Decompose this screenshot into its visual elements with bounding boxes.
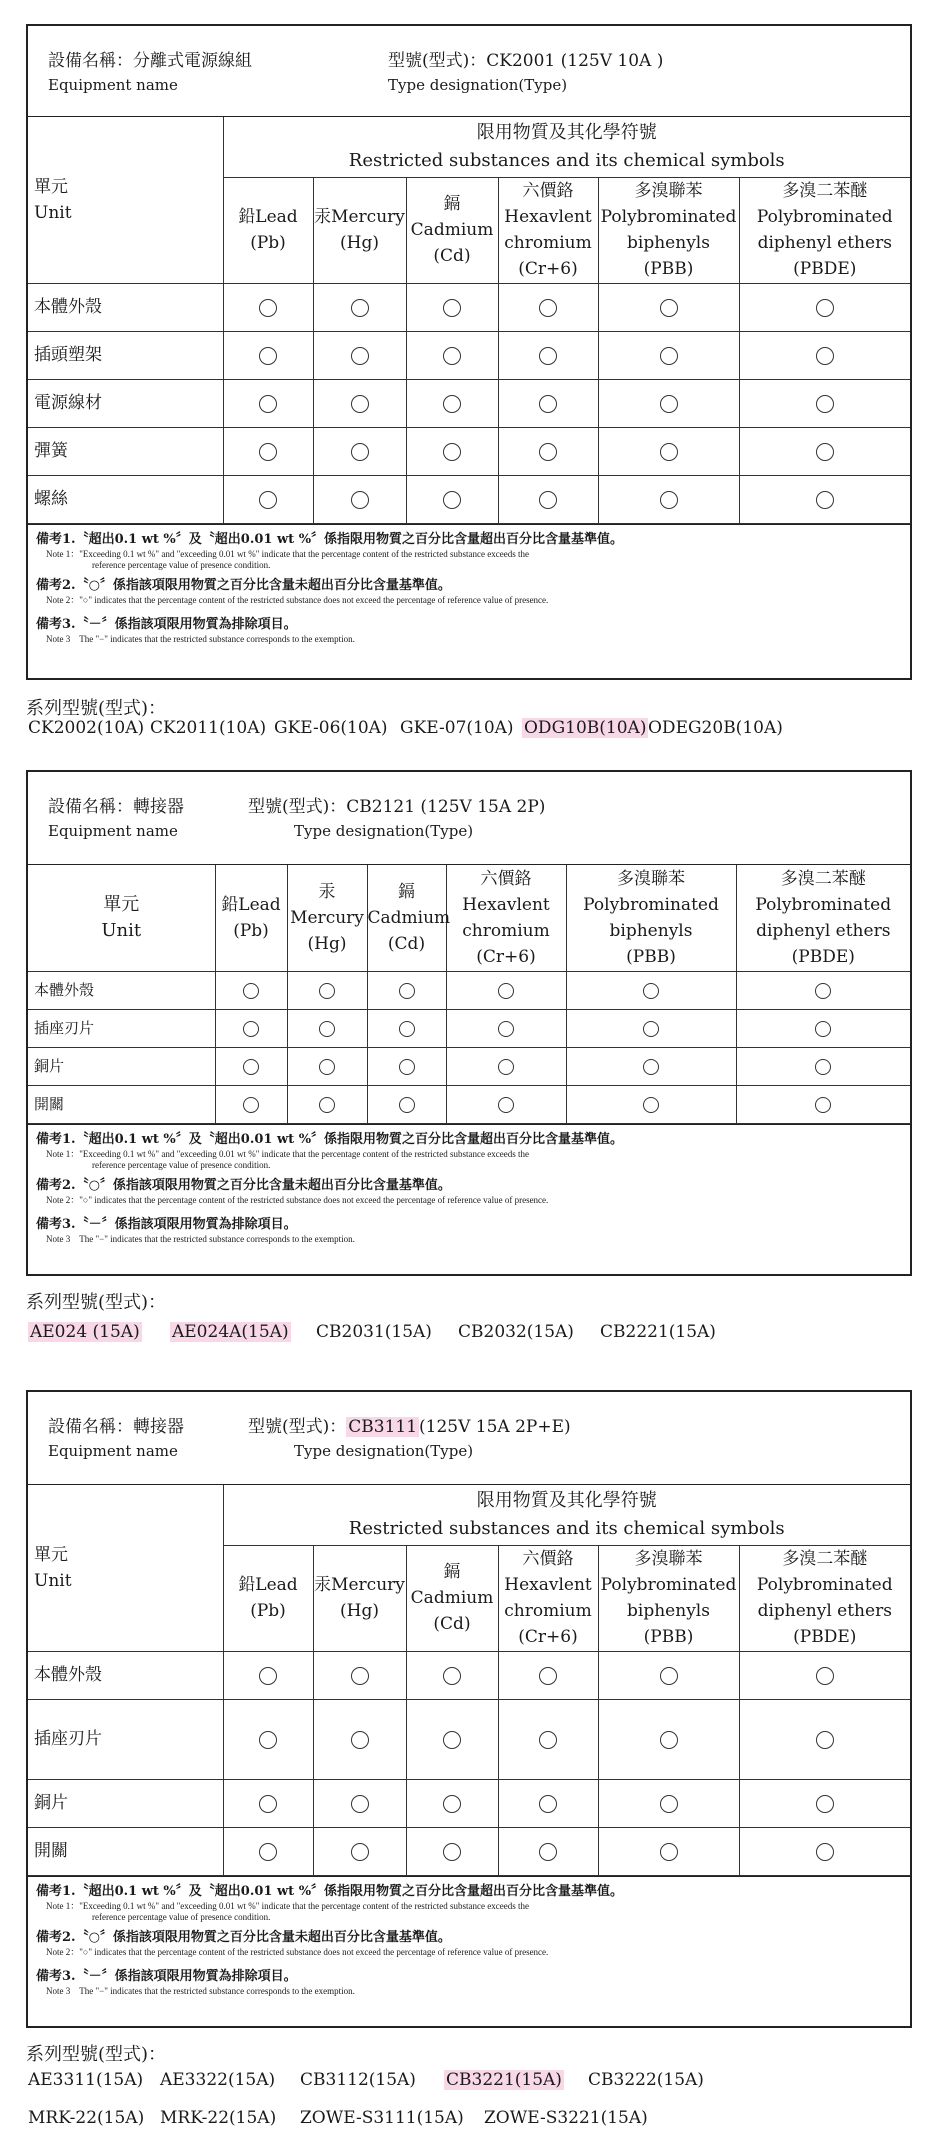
unit-header — [28, 1485, 223, 1651]
cadmium-symbol: (Cd) — [433, 246, 471, 266]
pbde-line2: Polybrominated — [755, 894, 892, 915]
equipment-name: 設備名稱：轉接器 — [48, 797, 184, 817]
substance-pbb — [598, 1545, 739, 1651]
compliance-circle — [739, 1699, 910, 1779]
compliance-circle — [598, 331, 739, 379]
series-model-item: CB3112(15A) — [300, 2070, 416, 2090]
unit-header — [28, 865, 215, 971]
note-3-en: Note 3 The "−" indicates that the restricted substance corresponds to the exemption. — [46, 1233, 355, 1244]
note-3-en: Note 3 The "−" indicates that the restricted substance corresponds to the exemption. — [46, 1985, 355, 1996]
compliance-circle — [215, 971, 287, 1009]
note-1-en: Note 1："Exceeding 0.1 wt %" and "exceeding 0.01 wt %" indicate that the percentage content of the restricted substance exceeds the — [46, 1900, 530, 1911]
pbb-label: 多溴聯苯 — [634, 1549, 703, 1569]
substance-lead — [223, 177, 313, 283]
compliance-circle — [736, 1009, 910, 1047]
mercury-symbol: (Hg) — [340, 1601, 379, 1621]
notes-section — [28, 524, 910, 649]
type-designation-en: Type designation(Type) — [388, 76, 568, 94]
substance-table — [28, 865, 910, 1124]
equipment-header — [28, 772, 910, 865]
compliance-circle — [498, 1699, 598, 1779]
pbb-line3: biphenyls — [627, 233, 710, 253]
pbb-symbol: (PBB) — [643, 259, 694, 279]
unit-label-zh: 單元 — [34, 176, 68, 197]
restricted-heading-zh: 限用物質及其化學符號 — [476, 121, 657, 143]
compliance-circle — [566, 1085, 736, 1123]
compliance-circle — [498, 475, 598, 523]
pbde-label: 多溴二苯醚 — [782, 1549, 868, 1569]
substance-table — [28, 117, 910, 524]
compliance-circle — [446, 971, 566, 1009]
series-model-item: ZOWE-S3221(15A) — [484, 2108, 648, 2128]
table-row-unit: 彈簧 — [28, 427, 223, 475]
series-title-3: 系列型號(型式)： — [26, 2044, 167, 2065]
substance-mercury — [313, 177, 406, 283]
compliance-circle — [287, 1085, 367, 1123]
chromium-label: 六價鉻 — [522, 1549, 574, 1569]
pbb-line2: Polybrominated — [583, 894, 719, 915]
note-3-zh: 備考3.〝－〞係指該項限用物質為排除項目。 — [36, 616, 297, 632]
mercury-label-zh: 汞 — [318, 881, 336, 902]
pbb-line3: biphenyls — [609, 920, 693, 941]
pbb-label: 多溴聯苯 — [634, 181, 703, 201]
note-3-zh: 備考3.〝－〞係指該項限用物質為排除項目。 — [36, 1216, 297, 1232]
restricted-heading-en: Restricted substances and its chemical symbols — [348, 1517, 785, 1539]
compliance-circle — [739, 1651, 910, 1699]
note-1-en: Note 1："Exceeding 0.1 wt %" and "exceeding 0.01 wt %" indicate that the percentage content of the restricted substance exceeds the — [46, 1148, 530, 1159]
substance-chromium — [498, 177, 598, 283]
equipment-header — [28, 26, 910, 117]
note-1-zh: 備考1.〝超出0.1 wt %〞及〝超出0.01 wt %〞係指限用物質之百分比含量超出百分比含量基準值。 — [36, 1131, 624, 1147]
series-model-item: CB3222(15A) — [588, 2070, 704, 2090]
substance-mercury — [313, 1545, 406, 1651]
compliance-circle — [598, 1699, 739, 1779]
compliance-circle — [406, 1651, 498, 1699]
note-2-en: Note 2："○" indicates that the percentage content of the restricted substance does not exceed the percentage of reference value of presence. — [46, 1194, 549, 1205]
note-1-en-cont: reference percentage value of presence condition. — [92, 559, 271, 570]
series-model-item: AE024A(15A) — [172, 1322, 289, 1342]
compliance-circle — [736, 1085, 910, 1123]
compliance-circle — [313, 1699, 406, 1779]
unit-label-en: Unit — [34, 1570, 72, 1591]
mercury-symbol: (Hg) — [340, 233, 379, 253]
compliance-circle — [223, 1827, 313, 1875]
substance-lead — [223, 1545, 313, 1651]
compliance-circle — [367, 1009, 446, 1047]
series-model-item: MRK-22(15A) — [28, 2108, 145, 2128]
series-model-item: ODEG20B(10A) — [648, 718, 783, 738]
compliance-circle — [313, 1827, 406, 1875]
table-row-unit: 插座刃片 — [28, 1699, 223, 1779]
compliance-circle — [287, 971, 367, 1009]
substance-table — [28, 1485, 910, 1876]
series-model-item: AE024 (15A) — [30, 1322, 140, 1342]
pbb-label: 多溴聯苯 — [617, 868, 685, 889]
compliance-circle — [498, 331, 598, 379]
pbb-symbol: (PBB) — [643, 1627, 694, 1647]
compliance-circle — [287, 1009, 367, 1047]
rohs-table-block-3 — [26, 1390, 912, 2028]
chromium-label: 六價鉻 — [522, 181, 574, 201]
lead-symbol: (Pb) — [250, 1601, 286, 1621]
compliance-circle — [223, 331, 313, 379]
mercury-label: 汞Mercury — [314, 207, 405, 227]
compliance-circle — [566, 1047, 736, 1085]
table-row-unit: 插頭塑架 — [28, 331, 223, 379]
compliance-circle — [736, 1047, 910, 1085]
pbde-line2: Polybrominated — [756, 207, 893, 227]
chromium-line2: Hexavlent — [504, 1575, 592, 1595]
cadmium-label-en: Cadmium — [367, 907, 451, 928]
substance-chromium — [498, 1545, 598, 1651]
compliance-circle — [446, 1047, 566, 1085]
series-model-item: AE3311(15A) — [28, 2070, 144, 2090]
series-model-item: CB2221(15A) — [600, 1322, 716, 1342]
notes-section — [28, 1124, 910, 1249]
note-2-en: Note 2："○" indicates that the percentage content of the restricted substance does not exceed the percentage of reference value of presence. — [46, 594, 549, 605]
series-model-item: CK2002(10A) — [28, 718, 145, 738]
compliance-circle — [446, 1009, 566, 1047]
type-designation: 型號(型式)：CK2001 (125V 10A ) — [388, 51, 664, 71]
compliance-circle — [498, 379, 598, 427]
table-row-unit: 本體外殼 — [28, 1651, 223, 1699]
pbde-symbol: (PBDE) — [793, 259, 857, 279]
cadmium-label: 鎘Cadmium — [410, 194, 494, 240]
equipment-name-en: Equipment name — [48, 1442, 178, 1460]
pbde-symbol: (PBDE) — [791, 946, 855, 967]
type-designation: 型號(型式)：CB2121 (125V 15A 2P) — [248, 797, 546, 817]
compliance-circle — [498, 1827, 598, 1875]
compliance-circle — [313, 475, 406, 523]
unit-label-en: Unit — [101, 919, 142, 941]
series-model-item: MRK-22(15A) — [160, 2108, 277, 2128]
equipment-name-en: Equipment name — [48, 76, 178, 94]
cadmium-label: 鎘Cadmium — [410, 1562, 494, 1608]
restricted-heading-zh: 限用物質及其化學符號 — [476, 1489, 657, 1511]
chromium-line3: chromium — [504, 233, 592, 253]
compliance-circle — [367, 1085, 446, 1123]
compliance-circle — [406, 1699, 498, 1779]
compliance-circle — [739, 1827, 910, 1875]
cadmium-symbol: (Cd) — [433, 1614, 471, 1634]
compliance-circle — [739, 379, 910, 427]
substance-pbde — [739, 177, 910, 283]
table-row-unit: 銅片 — [28, 1779, 223, 1827]
compliance-circle — [498, 1779, 598, 1827]
series-title-2: 系列型號(型式)： — [26, 1292, 167, 1313]
compliance-circle — [313, 427, 406, 475]
note-2-zh: 備考2.〝○〞係指該項限用物質之百分比含量未超出百分比含量基準值。 — [36, 1929, 451, 1945]
compliance-circle — [739, 1779, 910, 1827]
type-designation-en: Type designation(Type) — [294, 822, 474, 840]
restricted-heading-en: Restricted substances and its chemical symbols — [348, 149, 785, 171]
compliance-circle — [598, 427, 739, 475]
pbde-line2: Polybrominated — [756, 1575, 893, 1595]
compliance-circle — [739, 331, 910, 379]
type-designation-en: Type designation(Type) — [294, 1442, 474, 1460]
series-model-item: CK2011(10A) — [150, 718, 267, 738]
lead-label: 鉛Lead — [238, 207, 298, 227]
pbde-label: 多溴二苯醚 — [782, 181, 868, 201]
compliance-circle — [566, 1009, 736, 1047]
chromium-line3: chromium — [462, 920, 550, 941]
unit-label-zh: 單元 — [103, 893, 140, 915]
type-prefix: 型號(型式)： — [248, 1417, 347, 1437]
compliance-circle — [223, 427, 313, 475]
compliance-circle — [223, 475, 313, 523]
pbb-line3: biphenyls — [627, 1601, 710, 1621]
compliance-circle — [406, 283, 498, 331]
substance-pbde — [736, 865, 910, 971]
type-designation — [248, 1412, 571, 1437]
unit-label-zh: 單元 — [34, 1544, 68, 1565]
series-model-item: CB3221(15A) — [446, 2070, 562, 2090]
compliance-circle — [223, 1651, 313, 1699]
note-1-en-cont: reference percentage value of presence condition. — [92, 1911, 271, 1922]
series-model-item: GKE-07(10A) — [400, 718, 514, 738]
rohs-table-block-1 — [26, 24, 912, 680]
compliance-circle — [223, 283, 313, 331]
series-model-item: ZOWE-S3111(15A) — [300, 2108, 464, 2128]
note-2-zh: 備考2.〝○〞係指該項限用物質之百分比含量未超出百分比含量基準值。 — [36, 1177, 451, 1193]
compliance-circle — [446, 1085, 566, 1123]
compliance-circle — [739, 427, 910, 475]
pbde-line3: diphenyl ethers — [757, 233, 892, 253]
compliance-circle — [406, 1827, 498, 1875]
compliance-circle — [313, 331, 406, 379]
compliance-circle — [313, 1651, 406, 1699]
compliance-circle — [406, 427, 498, 475]
series-title-1: 系列型號(型式)： — [26, 698, 167, 719]
unit-label-en: Unit — [34, 202, 72, 223]
compliance-circle — [406, 475, 498, 523]
substance-lead — [215, 865, 287, 971]
table-row-unit: 開關 — [28, 1085, 215, 1123]
rohs-table-block-2 — [26, 770, 912, 1276]
equipment-name-en: Equipment name — [48, 822, 178, 840]
note-1-zh: 備考1.〝超出0.1 wt %〞及〝超出0.01 wt %〞係指限用物質之百分比含量超出百分比含量基準值。 — [36, 1883, 624, 1899]
chromium-line2: Hexavlent — [504, 207, 592, 227]
compliance-circle — [313, 379, 406, 427]
table-row-unit: 本體外殼 — [28, 283, 223, 331]
equipment-name: 設備名稱：分離式電源線組 — [48, 51, 252, 71]
chromium-line3: chromium — [504, 1601, 592, 1621]
pbb-line2: Polybrominated — [600, 1575, 737, 1595]
lead-label: 鉛Lead — [238, 1575, 298, 1595]
compliance-circle — [313, 1779, 406, 1827]
pbde-line3: diphenyl ethers — [757, 1601, 892, 1621]
compliance-circle — [739, 283, 910, 331]
compliance-circle — [598, 1779, 739, 1827]
substance-pbb — [598, 177, 739, 283]
table-row-unit: 開關 — [28, 1827, 223, 1875]
pbb-symbol: (PBB) — [626, 946, 676, 967]
type-suffix: (125V 15A 2P+E) — [419, 1417, 571, 1437]
note-3-en: Note 3 The "−" indicates that the restricted substance corresponds to the exemption. — [46, 633, 355, 644]
compliance-circle — [215, 1009, 287, 1047]
compliance-circle — [406, 379, 498, 427]
mercury-symbol: (Hg) — [307, 933, 347, 954]
chromium-symbol: (Cr+6) — [476, 946, 536, 967]
compliance-circle — [367, 971, 446, 1009]
compliance-circle — [367, 1047, 446, 1085]
note-2-en: Note 2："○" indicates that the percentage content of the restricted substance does not exceed the percentage of reference value of presence. — [46, 1946, 549, 1957]
substance-chromium — [446, 865, 566, 971]
compliance-circle — [313, 283, 406, 331]
table-row-unit: 本體外殼 — [28, 971, 215, 1009]
chromium-symbol: (Cr+6) — [518, 259, 578, 279]
lead-symbol: (Pb) — [250, 233, 286, 253]
cadmium-symbol: (Cd) — [387, 933, 426, 954]
compliance-circle — [223, 1779, 313, 1827]
lead-symbol: (Pb) — [233, 920, 269, 941]
compliance-circle — [223, 379, 313, 427]
unit-header — [28, 117, 223, 283]
compliance-circle — [739, 475, 910, 523]
compliance-circle — [498, 283, 598, 331]
compliance-circle — [736, 971, 910, 1009]
substance-cadmium — [406, 1545, 498, 1651]
mercury-label: 汞Mercury — [314, 1575, 405, 1595]
compliance-circle — [215, 1085, 287, 1123]
compliance-circle — [598, 283, 739, 331]
substance-pbb — [566, 865, 736, 971]
substance-mercury — [287, 865, 367, 971]
lead-label: 鉛Lead — [221, 894, 281, 915]
compliance-circle — [498, 427, 598, 475]
note-1-zh: 備考1.〝超出0.1 wt %〞及〝超出0.01 wt %〞係指限用物質之百分比含量超出百分比含量基準值。 — [36, 531, 624, 547]
type-model-highlight: CB3111 — [348, 1417, 418, 1437]
compliance-circle — [498, 1651, 598, 1699]
restricted-header — [223, 1485, 910, 1545]
series-model-item: CB2032(15A) — [458, 1322, 574, 1342]
chromium-label: 六價鉻 — [480, 868, 532, 889]
compliance-circle — [598, 379, 739, 427]
substance-cadmium — [406, 177, 498, 283]
table-row-unit: 電源線材 — [28, 379, 223, 427]
compliance-circle — [598, 475, 739, 523]
cadmium-label-zh: 鎘 — [398, 881, 415, 902]
note-2-zh: 備考2.〝○〞係指該項限用物質之百分比含量未超出百分比含量基準值。 — [36, 577, 451, 593]
pbb-line2: Polybrominated — [600, 207, 737, 227]
compliance-circle — [598, 1651, 739, 1699]
compliance-circle — [566, 971, 736, 1009]
chromium-line2: Hexavlent — [462, 894, 550, 915]
compliance-circle — [598, 1827, 739, 1875]
series-model-item: ODG10B(10A) — [524, 718, 647, 738]
table-row-unit: 螺絲 — [28, 475, 223, 523]
compliance-circle — [406, 1779, 498, 1827]
substance-pbde — [739, 1545, 910, 1651]
compliance-circle — [287, 1047, 367, 1085]
series-model-item: GKE-06(10A) — [274, 718, 388, 738]
equipment-header — [28, 1392, 910, 1485]
chromium-symbol: (Cr+6) — [518, 1627, 578, 1647]
series-model-item: CB2031(15A) — [316, 1322, 432, 1342]
pbde-symbol: (PBDE) — [793, 1627, 857, 1647]
compliance-circle — [223, 1699, 313, 1779]
substance-cadmium — [367, 865, 451, 971]
note-3-zh: 備考3.〝－〞係指該項限用物質為排除項目。 — [36, 1968, 297, 1984]
note-1-en: Note 1："Exceeding 0.1 wt %" and "exceeding 0.01 wt %" indicate that the percentage content of the restricted substance exceeds the — [46, 548, 530, 559]
table-row-unit: 銅片 — [28, 1047, 215, 1085]
table-row-unit: 插座刃片 — [28, 1009, 215, 1047]
restricted-header — [223, 117, 910, 177]
pbde-line3: diphenyl ethers — [756, 920, 891, 941]
compliance-circle — [406, 331, 498, 379]
notes-section — [28, 1876, 910, 2001]
series-model-item: AE3322(15A) — [160, 2070, 276, 2090]
mercury-label-en: Mercury — [290, 907, 364, 928]
note-1-en-cont: reference percentage value of presence condition. — [92, 1159, 271, 1170]
compliance-circle — [215, 1047, 287, 1085]
equipment-name: 設備名稱：轉接器 — [48, 1417, 184, 1437]
pbde-label: 多溴二苯醚 — [780, 868, 866, 889]
